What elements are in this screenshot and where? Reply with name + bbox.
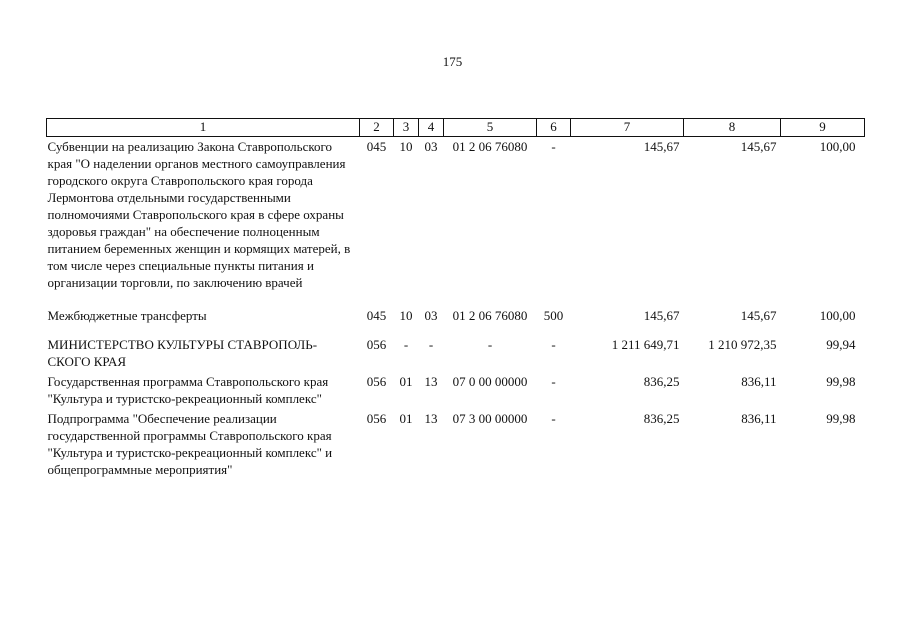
cell-value-8: 1 210 972,35 bbox=[708, 337, 777, 352]
cell-ministry-code: 056 bbox=[366, 411, 387, 426]
cell-subsection: 13 bbox=[424, 374, 438, 389]
cell-value-7: 145,67 bbox=[643, 139, 680, 154]
cell-value-9: 100,00 bbox=[819, 139, 856, 154]
cell-section: 10 bbox=[399, 308, 413, 323]
row-name: Межбюджетные трансферты bbox=[47, 308, 207, 323]
row-name: Государственная программа Ставропольского края "Культура и туристско-рекреационный комплекс" bbox=[47, 374, 329, 406]
column-header: 2 bbox=[360, 119, 394, 137]
table-row bbox=[47, 407, 865, 478]
cell-expense-type: 500 bbox=[543, 308, 564, 323]
cell-expense-type: - bbox=[551, 337, 556, 352]
cell-expense-type: - bbox=[551, 374, 556, 389]
cell-target-item: 07 0 00 00000 bbox=[452, 374, 528, 389]
cell-value-9: 99,94 bbox=[826, 337, 856, 352]
cell-target-item: 07 3 00 00000 bbox=[452, 411, 528, 426]
cell-target-item: - bbox=[487, 337, 493, 352]
table-row bbox=[47, 324, 865, 370]
budget-table bbox=[46, 118, 865, 478]
cell-expense-type: - bbox=[551, 139, 556, 154]
column-header: 5 bbox=[444, 119, 537, 137]
cell-expense-type: - bbox=[551, 411, 556, 426]
cell-ministry-code: 056 bbox=[366, 374, 387, 389]
cell-ministry-code: 045 bbox=[366, 308, 387, 323]
table-row bbox=[47, 291, 865, 324]
page-number: 175 bbox=[442, 54, 463, 69]
cell-section: 01 bbox=[399, 411, 413, 426]
cell-value-9: 100,00 bbox=[819, 308, 856, 323]
cell-value-9: 99,98 bbox=[826, 374, 856, 389]
cell-subsection: - bbox=[428, 337, 434, 352]
cell-subsection: 03 bbox=[424, 139, 438, 154]
cell-value-7: 836,25 bbox=[643, 411, 680, 426]
cell-value-7: 145,67 bbox=[643, 308, 680, 323]
cell-subsection: 13 bbox=[424, 411, 438, 426]
column-header: 9 bbox=[781, 119, 865, 137]
cell-value-9: 99,98 bbox=[826, 411, 856, 426]
cell-subsection: 03 bbox=[424, 308, 438, 323]
column-header: 3 bbox=[394, 119, 419, 137]
cell-target-item: 01 2 06 76080 bbox=[452, 308, 528, 323]
column-header: 8 bbox=[684, 119, 781, 137]
cell-target-item: 01 2 06 76080 bbox=[452, 139, 528, 154]
column-header: 6 bbox=[537, 119, 571, 137]
cell-section: 01 bbox=[399, 374, 413, 389]
cell-value-8: 836,11 bbox=[741, 374, 777, 389]
table-row bbox=[47, 137, 865, 292]
row-name: МИНИСТЕРСТВО КУЛЬТУРЫ СТАВРОПОЛЬ-СКОГО КРАЯ bbox=[47, 337, 318, 369]
column-number-row bbox=[47, 119, 865, 137]
row-name: Подпрограмма "Обеспечение реализации государственной программы Ставропольского края "Культура и туристско-рекреационный комплекс" и общепрограммные мероприятия" bbox=[47, 411, 333, 477]
row-name: Субвенции на реализацию Закона Ставропольского края "О наделении органов местного самоуправления городского округа Ставропольского края города Лермонтова отдельными государственными полномочиями Ставропольского края в сфере охраны здоровья граждан" на обеспечение полноценным питанием беременных женщин и кормящих матерей, в том числе через специальные пункты питания и организации торговли, по заключению врачей bbox=[47, 139, 351, 290]
cell-section: - bbox=[403, 337, 409, 352]
cell-ministry-code: 045 bbox=[366, 139, 387, 154]
cell-value-8: 836,11 bbox=[741, 411, 777, 426]
column-header: 4 bbox=[419, 119, 444, 137]
cell-ministry-code: 056 bbox=[366, 337, 387, 352]
column-header: 7 bbox=[571, 119, 684, 137]
cell-value-7: 836,25 bbox=[643, 374, 680, 389]
column-header: 1 bbox=[47, 119, 360, 137]
cell-value-8: 145,67 bbox=[740, 139, 777, 154]
cell-section: 10 bbox=[399, 139, 413, 154]
cell-value-7: 1 211 649,71 bbox=[611, 337, 680, 352]
table-row bbox=[47, 370, 865, 407]
cell-value-8: 145,67 bbox=[740, 308, 777, 323]
